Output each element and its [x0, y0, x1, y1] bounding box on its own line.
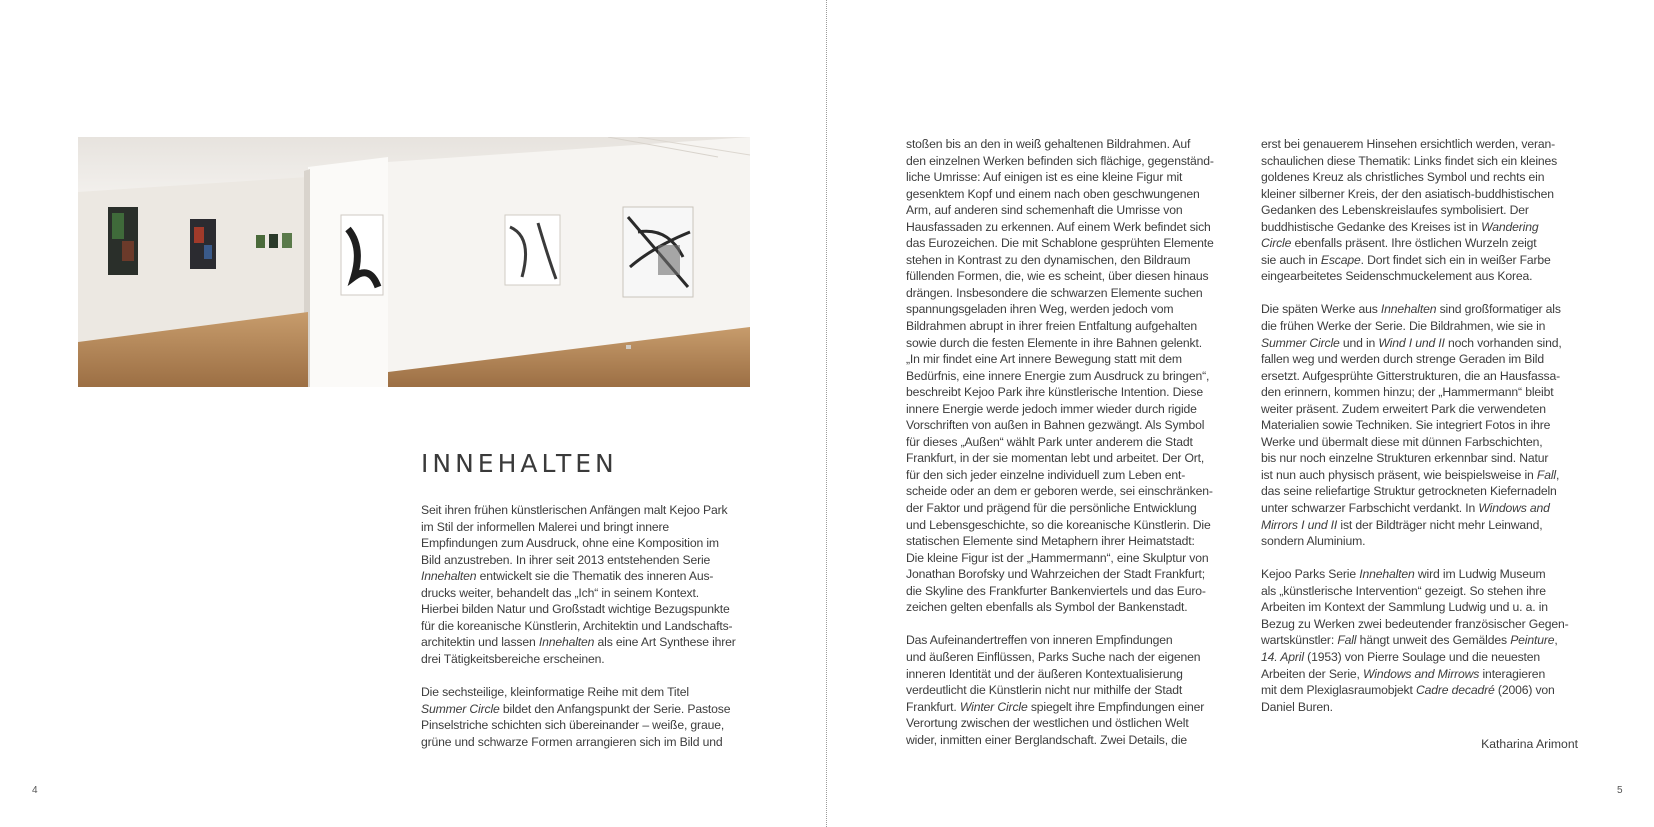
text-line: Die späten Werke aus Innehalten sind großformatiger als: [1261, 302, 1561, 317]
italic-title: Escape: [1320, 252, 1361, 267]
italic-title: 14. April: [1261, 649, 1304, 664]
text-line: Circle ebenfalls präsent. Ihre östlichen Wurzeln zeigt: [1261, 236, 1537, 251]
text-column-3: [1261, 136, 1591, 732]
italic-title: Fall: [1337, 633, 1357, 648]
page-number-left: 4: [32, 785, 38, 796]
text-line: den erinnern, kommen hinzu; der „Hammermann“ bleibt: [1261, 385, 1554, 400]
text-line: spannungsgeladen ihren Weg, werden jedoch vom: [906, 302, 1174, 317]
text-line: 14. April (1953) von Pierre Soulage und die neuesten: [1261, 649, 1541, 664]
text-line: Materialien sowie Techniken. Sie integriert Fotos in ihre: [1261, 418, 1551, 433]
text-line: eingearbeitetes Seidenschmuckelement aus Korea.: [1261, 269, 1533, 284]
italic-title: Circle: [1261, 236, 1292, 251]
text-line: beschreibt Kejoo Park ihre künstlerische Intention. Diese: [906, 385, 1203, 400]
text-line: das Eurozeichen. Die mit Schablone gesprühten Elemente: [906, 236, 1214, 251]
text-line: füllenden Formen, die, wie es scheint, über diesen hinaus: [906, 269, 1209, 284]
text-line: statischen Elemente sind Metaphern ihrer Heimatstadt:: [906, 534, 1195, 549]
text-line: Bild anzustreben. In ihrer seit 2013 entstehenden Serie: [421, 552, 711, 567]
text-line: Summer Circle und in Wind I und II noch vorhanden sind,: [1261, 335, 1562, 350]
text-line: Arbeiten der Serie, Windows and Mirrows interagieren: [1261, 666, 1546, 681]
text-line: das seine reliefartige Struktur getrockneten Kiefernadeln: [1261, 484, 1557, 499]
text-line: Seit ihren frühen künstlerischen Anfängen malt Kejoo Park: [421, 503, 728, 517]
italic-title: Mirrors I und II: [1261, 517, 1338, 532]
text-line: Bezug zu Werken zwei bedeutender französischer Gegen-: [1261, 616, 1569, 631]
text-line: Hierbei bilden Natur und Großstadt wichtige Bezugspunkte: [421, 602, 730, 617]
text-line: zeichen gelten ebenfalls als Symbol der Bankenstadt.: [906, 600, 1188, 615]
paragraph: [1261, 301, 1591, 549]
italic-title: Innehalten: [1380, 302, 1437, 317]
text-line: Hausfassaden zu erkennen. Auf einem Werk befindet sich: [906, 219, 1211, 234]
text-column-1: [421, 502, 761, 767]
text-line: ersetzt. Aufgesprühte Gitterstrukturen, die an Hausfassa-: [1261, 368, 1560, 383]
text-line: Innehalten entwickelt sie die Thematik des inneren Aus-: [421, 569, 714, 584]
text-line: im Stil der informellen Malerei und bringt innere: [421, 519, 670, 534]
italic-title: Winter Circle: [959, 699, 1028, 714]
text-line: wartskünstler: Fall hängt unweit des Gemäldes Peinture,: [1261, 633, 1558, 648]
paragraph: [906, 632, 1236, 748]
text-line: Gedanken des Lebenskreislaufes symbolisiert. Der: [1261, 203, 1529, 218]
italic-title: Windows and: [1478, 501, 1550, 516]
text-line: Empfindungen zum Ausdruck, ohne eine Komposition im: [421, 536, 719, 551]
text-line: Bildrahmen abrupt in ihrer freien Entfaltung aufgehalten: [906, 319, 1198, 334]
text-line: erst bei genauerem Hinsehen ersichtlich werden, veran-: [1261, 137, 1556, 151]
text-line: Kejoo Parks Serie Innehalten wird im Ludwig Museum: [1261, 567, 1546, 582]
text-line: fallen weg und werden durch strenge Geraden im Bild: [1261, 352, 1544, 367]
text-line: gesenktem Kopf und einem nach oben geschwungenen: [906, 186, 1200, 201]
italic-title: Windows and Mirrows: [1363, 666, 1480, 681]
paragraph: [421, 684, 761, 750]
text-line: sondern Aluminium.: [1261, 534, 1366, 549]
paragraph: [421, 502, 761, 667]
italic-title: Wind I und II: [1378, 335, 1445, 350]
gallery-photo: [78, 137, 750, 387]
text-line: buddhistische Gedanke des Kreises ist in Wandering: [1261, 219, 1539, 234]
page-fold-divider: [826, 0, 827, 827]
text-line: Die sechsteilige, kleinformatige Reihe mit dem Titel: [421, 685, 689, 700]
text-line: und Lebensgeschichte, so die koreanische Künstlerin. Die: [906, 517, 1211, 532]
text-line: stoßen bis an den in weiß gehaltenen Bildrahmen. Auf: [906, 137, 1191, 151]
text-column-2: [906, 136, 1236, 765]
text-line: drängen. Insbesondere die schwarzen Elemente suchen: [906, 285, 1203, 300]
text-line: Summer Circle bildet den Anfangspunkt der Serie. Pastose: [421, 701, 731, 716]
text-line: weiter präsent. Zudem erweitert Park die verwendeten: [1261, 401, 1546, 416]
text-line: Jonathan Borofsky und Wahrzeichen der Stadt Frankfurt;: [906, 567, 1206, 582]
text-line: drucks weiter, behandelt das „Ich“ in seinem Kontext.: [421, 585, 699, 600]
text-line: stehen in Kontrast zu den dynamischen, den Bildraum: [906, 252, 1191, 267]
text-line: Werke und übermalt diese mit dünnen Farbschichten,: [1261, 434, 1543, 449]
text-line: grüne und schwarze Formen arrangieren sich im Bild und: [421, 734, 723, 749]
text-line: innere Energie werde jedoch immer wieder durch rigide: [906, 401, 1197, 416]
text-line: verdeutlicht die Künstlerin nicht nur mithilfe der Stadt: [906, 683, 1183, 698]
text-line: Vorschriften von außen in Bahnen gezwängt. Als Symbol: [906, 418, 1205, 433]
italic-title: Wandering: [1481, 219, 1539, 234]
page-number-right: 5: [1617, 785, 1623, 796]
text-line: ist nun auch physisch präsent, wie beispielsweise in Fall,: [1261, 467, 1560, 482]
text-line: Bedürfnis, eine innere Energie zum Ausdruck zu bringen“,: [906, 368, 1210, 383]
text-line: Mirrors I und II ist der Bildträger nicht mehr Leinwand,: [1261, 517, 1543, 532]
text-line: sie auch in Escape. Dort findet sich ein in weißer Farbe: [1261, 252, 1551, 267]
text-line: goldenes Kreuz als christliches Symbol und rechts ein: [1261, 170, 1545, 185]
text-line: Frankfurt. Winter Circle spiegelt ihre Empfindungen einer: [906, 699, 1205, 714]
text-line: kleiner silberner Kreis, der den asiatisch-buddhistischen: [1261, 186, 1554, 201]
text-line: unter schwarzer Farbschicht verdankt. In Windows and: [1261, 501, 1550, 516]
text-line: liche Umrisse: Auf einigen ist es eine kleine Figur mit: [906, 170, 1183, 185]
text-line: mit dem Plexiglasraumobjekt Cadre decadré (2006) von: [1261, 683, 1555, 698]
text-line: die frühen Werke der Serie. Die Bildrahmen, wie sie in: [1261, 319, 1546, 334]
text-line: Arm, auf anderen sind schemenhaft die Umrisse von: [906, 203, 1183, 218]
text-line: sowie durch die festen Elemente in ihre Bahnen gelenkt.: [906, 335, 1202, 350]
paragraph: [906, 136, 1236, 616]
italic-title: Summer Circle: [421, 701, 500, 716]
text-line: Die kleine Figur ist der „Hammermann“, eine Skulptur von: [906, 550, 1209, 565]
text-line: Pinselstriche schichten sich übereinander – weiße, graue,: [421, 718, 725, 733]
italic-title: Cadre decadré: [1415, 683, 1495, 698]
text-line: „In mir findet eine Art innere Bewegung statt mit dem: [906, 352, 1182, 367]
text-line: wider, inmitten einer Berglandschaft. Zwei Details, die: [906, 732, 1188, 747]
text-line: Arbeiten im Kontext der Sammlung Ludwig und u. a. in: [1261, 600, 1548, 615]
text-line: Daniel Buren.: [1261, 699, 1333, 714]
text-line: inneren Identität und der äußeren Kontextualisierung: [906, 666, 1183, 681]
italic-title: Summer Circle: [1261, 335, 1340, 350]
text-line: drei Tätigkeitsbereiche erscheinen.: [421, 651, 605, 666]
italic-title: Peinture: [1510, 633, 1555, 648]
text-line: Frankfurt, in der sie momentan lebt und arbeitet. Der Ort,: [906, 451, 1205, 466]
text-line: für den sich jeder einzelne individuell zum Leben ent-: [906, 467, 1186, 482]
author-signature: Katharina Arimont: [1481, 737, 1578, 751]
text-line: Verortung zwischen der westlichen und östlichen Welt: [906, 716, 1189, 731]
section-heading: INNEHALTEN: [421, 449, 618, 478]
text-line: und äußeren Einflüssen, Parks Suche nach der eigenen: [906, 649, 1201, 664]
italic-title: Innehalten: [1359, 567, 1415, 582]
italic-title: Innehalten: [538, 635, 595, 650]
text-line: für dieses „Außen“ wählt Park unter anderem die Stadt: [906, 434, 1193, 449]
paragraph: [1261, 136, 1591, 285]
text-line: architektin und lassen Innehalten als eine Art Synthese ihrer: [421, 635, 736, 650]
italic-title: Innehalten: [421, 569, 477, 584]
text-line: der Faktor und prägend für die persönliche Entwicklung: [906, 501, 1197, 516]
italic-title: Fall: [1536, 467, 1556, 482]
text-line: Das Aufeinandertreffen von inneren Empfindungen: [906, 633, 1173, 648]
text-line: den einzelnen Werken befinden sich flächige, gegenständ-: [906, 153, 1214, 168]
text-line: bis nur noch einzelne Strukturen erkennbar sind. Natur: [1261, 451, 1549, 466]
text-line: scheide oder an dem er geboren werde, sei einschränken-: [906, 484, 1213, 499]
paragraph: [1261, 566, 1591, 715]
gallery-photo-image: [78, 137, 750, 387]
text-line: für die koreanische Künstlerin, Architektin und Landschafts-: [421, 618, 733, 633]
text-line: als „künstlerische Intervention“ gezeigt. So stehen ihre: [1261, 583, 1546, 598]
text-line: die Skyline des Frankfurter Bankenviertels und das Euro-: [906, 583, 1206, 598]
text-line: schaulichen diese Thematik: Links findet sich ein kleines: [1261, 153, 1558, 168]
